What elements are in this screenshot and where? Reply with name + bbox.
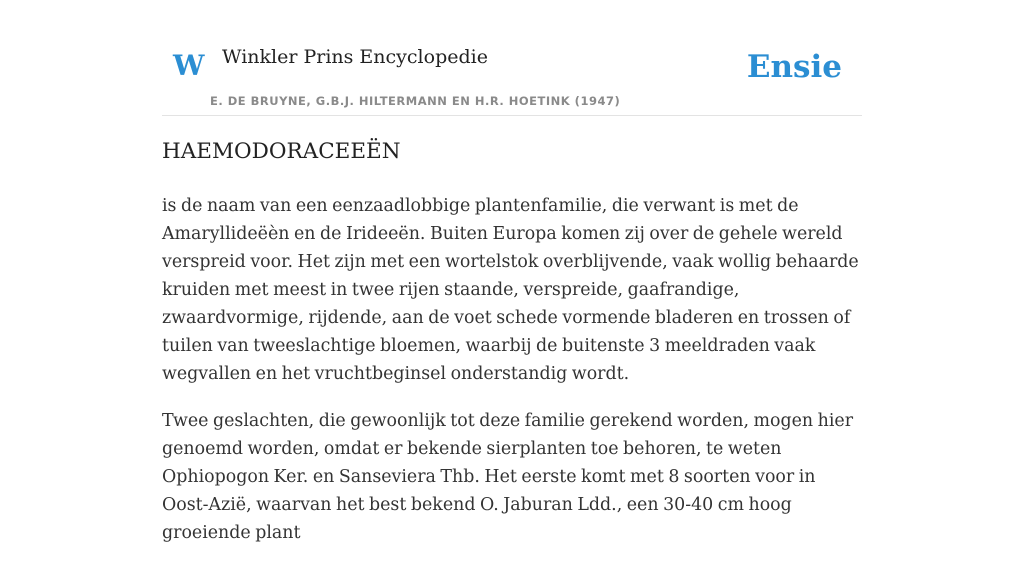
article-headword: HAEMODORACEEËN xyxy=(162,139,401,164)
book-authors: E. DE BRUYNE, G.B.J. HILTERMANN EN H.R. HOETINK (1947) xyxy=(210,94,621,108)
article-paragraph: is de naam van een eenzaadlobbige plantenfamilie, die verwant is met de Amaryllideëèn en de Irideeën. Buiten Europa komen zij over de gehele wereld verspreid voor. Het zijn met een wortelstok overblijvende, vaak wollig behaarde kruiden met meest in twee rijen staande, verspreide, gaafrandige, zwaardvormige, rijdende, aan de voet schede vormende bladeren en trossen of tuilen van tweeslachtige bloemen, waarbij de buitenste 3 meeldraden vaak wegvallen en het vruchtbeginsel onderstandig wordt. xyxy=(162,196,859,384)
article-body xyxy=(162,192,864,566)
winkler-prins-logo-icon[interactable]: W xyxy=(173,49,205,82)
article-paragraph: Twee geslachten, die gewoonlijk tot deze familie gerekend worden, mogen hier genoemd worden, omdat er bekende sierplanten toe behoren, te weten Ophiopogon Ker. en Sanseviera Thb. Het eerste komt met 8 soorten voor in Oost-Azië, waarvan het best bekend O. Jaburan Ldd., een 30-40 cm hoog groeiende plant xyxy=(162,411,854,543)
ensie-logo-link[interactable]: Ensie xyxy=(746,49,842,85)
header xyxy=(162,0,862,116)
book-title[interactable]: Winkler Prins Encyclopedie xyxy=(222,46,488,68)
